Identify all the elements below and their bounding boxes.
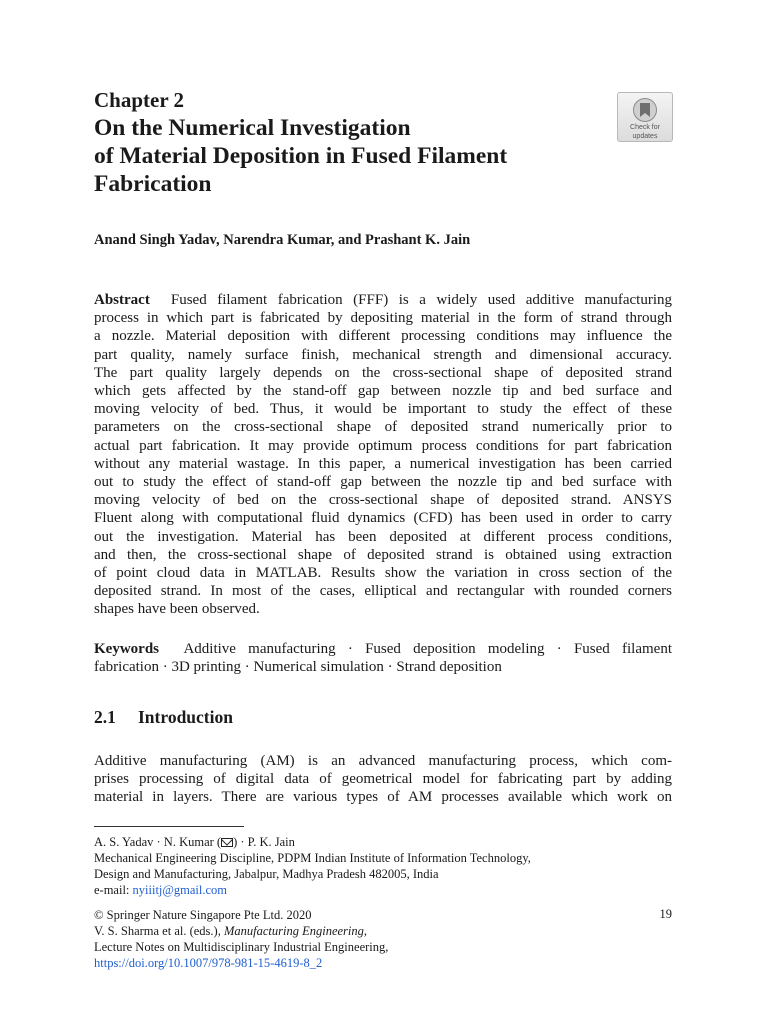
- series-line: Lecture Notes on Multidisciplinary Industrial Engineering,: [94, 940, 389, 954]
- editors-prefix: V. S. Sharma et al. (eds.),: [94, 924, 224, 938]
- abstract-line: shapes have been observed.: [94, 601, 260, 618]
- email-label: e-mail:: [94, 883, 130, 897]
- abstract-line: The part quality largely depends on the cross-sectional shape of deposited strand: [94, 364, 672, 381]
- footnote-divider: [94, 826, 244, 827]
- abstract-line: process in which part is fabricated by depositing material in the form of strand through: [94, 310, 672, 327]
- authors: Anand Singh Yadav, Narendra Kumar, and Prashant K. Jain: [94, 232, 471, 248]
- chapter-title-line: Fabrication: [94, 171, 212, 197]
- abstract-label: Abstract: [94, 292, 150, 308]
- abstract-line: moving velocity of bed. Thus, it would be important to study the effect of these: [94, 401, 672, 418]
- badge-text-line1: Check for: [630, 124, 660, 131]
- affiliation-institution: Mechanical Engineering Discipline, PDPM Indian Institute of Information Technology,: [94, 851, 531, 865]
- abstract-line: moving velocity of bed on the cross-sectional shape of deposited strand. ANSYS: [94, 492, 672, 509]
- abstract-line: out the investigation. Material has been deposited at different process conditions,: [94, 528, 672, 545]
- affiliation-authors: [94, 834, 531, 850]
- abstract-line: out to study the effect of stand-off gap between the nozzle tip and bed surface with: [94, 474, 672, 491]
- abstract-line: Fluent along with computational fluid dynamics (CFD) has been used in order to carry: [94, 510, 672, 527]
- abstract-line: without any material wastage. In this paper, a numerical investigation has been carried: [94, 455, 672, 472]
- abstract-line: parameters on the cross-sectional shape of deposited strand numerically prior to: [94, 419, 672, 436]
- introduction-text: [94, 752, 672, 807]
- abstract-line: actual part fabrication. It may provide optimum process conditions for part fabrication: [94, 437, 672, 454]
- keywords-text: Additive manufacturing · Fused deposition modeling · Fused filament: [183, 641, 673, 657]
- keywords: [94, 640, 672, 676]
- intro-line: material in layers. There are various types of AM processes available which work on: [94, 789, 672, 806]
- page-number: 19: [659, 907, 672, 921]
- intro-line: prises processing of digital data of geometrical model for fabricating part by adding: [94, 771, 672, 788]
- section-title: Introduction: [138, 707, 233, 727]
- abstract-line: deposited strand. In most of the cases, elliptical and rectangular with rounded corners: [94, 583, 672, 600]
- abstract-line: a nozzle. Material deposition with different processing conditions may influence the: [94, 328, 672, 345]
- affiliation-authors-prefix: A. S. Yadav · N. Kumar (: [94, 835, 222, 849]
- editors-line: [94, 923, 388, 939]
- abstract-line: part quality, namely surface finish, mechanical strength and dimensional accuracy.: [94, 346, 672, 363]
- keywords-line: fabrication · 3D printing · Numerical simulation · Strand deposition: [94, 659, 502, 676]
- keywords-label: Keywords: [94, 641, 159, 657]
- section-heading: [94, 707, 233, 728]
- affiliation-address: Design and Manufacturing, Jabalpur, Madhya Pradesh 482005, India: [94, 867, 439, 881]
- chapter-title-line: On the Numerical Investigation: [94, 115, 411, 141]
- chapter-label: Chapter 2: [94, 88, 185, 112]
- check-for-updates-icon: [632, 97, 658, 123]
- affiliation: [94, 834, 531, 898]
- chapter-title: [94, 114, 614, 198]
- email-link[interactable]: nyiiitj@gmail.com: [132, 883, 228, 897]
- publication-footer: [94, 907, 388, 971]
- badge-text-line2: updates: [632, 133, 658, 140]
- envelope-icon: [221, 838, 233, 847]
- affiliation-authors-suffix: ) · P. K. Jain: [233, 835, 295, 849]
- book-title: Manufacturing Engineering: [223, 924, 364, 938]
- intro-line: Additive manufacturing (AM) is an advanced manufacturing process, which com-: [94, 753, 672, 769]
- chapter-title-line: of Material Deposition in Fused Filament: [94, 143, 508, 169]
- abstract-text: Fused filament fabrication (FFF) is a widely used additive manufacturing: [170, 292, 673, 308]
- check-for-updates-badge[interactable]: [617, 92, 673, 142]
- abstract-line: which gets affected by the stand-off gap between nozzle tip and bed surface and: [94, 383, 672, 400]
- abstract-line: [94, 291, 672, 309]
- abstract-line: and then, the cross-sectional shape of deposited strand is obtained using extraction: [94, 546, 672, 563]
- keywords-line: [94, 640, 672, 658]
- section-number: 2.1: [94, 707, 116, 727]
- editors-suffix: ,: [363, 924, 368, 938]
- abstract-line: of point cloud data in MATLAB. Results show the variation in cross section of the: [94, 565, 672, 582]
- copyright: © Springer Nature Singapore Pte Ltd. 2020: [94, 908, 312, 922]
- affiliation-email-row: [94, 882, 531, 898]
- abstract: [94, 291, 672, 619]
- doi-link[interactable]: https://doi.org/10.1007/978-981-15-4619-8_2: [94, 956, 323, 970]
